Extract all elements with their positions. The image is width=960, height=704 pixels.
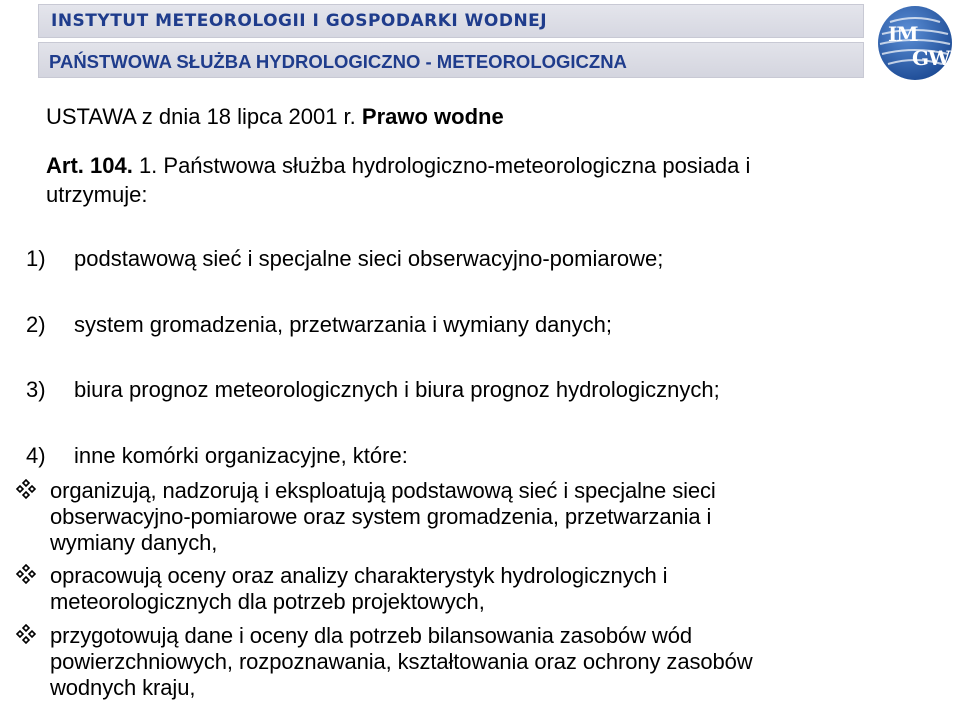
bullet-line: wodnych kraju, bbox=[50, 675, 196, 700]
institute-banner bbox=[38, 4, 864, 38]
bullet-line: powierzchniowych, rozpoznawania, kształtowania oraz ochrony zasobów bbox=[50, 649, 753, 674]
bullet-line: przygotowują dane i oceny dla potrzeb bilansowania zasobów wód bbox=[50, 623, 692, 648]
diamond-bullet-icon bbox=[16, 479, 36, 499]
article-line-2: utrzymuje: bbox=[46, 182, 148, 207]
service-banner bbox=[38, 42, 864, 78]
bullet-line: meteorologicznych dla potrzeb projektowych, bbox=[50, 589, 485, 614]
article-text: 1. Państwowa służba hydrologiczno-meteorologiczna posiada i bbox=[132, 153, 751, 178]
list-item-text: biura prognoz meteorologicznych i biura prognoz hydrologicznych; bbox=[74, 377, 720, 402]
list-item-number: 3) bbox=[26, 377, 46, 402]
law-title-plain: USTAWA z dnia 18 lipca 2001 r. bbox=[46, 104, 362, 129]
list-item-text: inne komórki organizacyjne, które: bbox=[74, 443, 408, 468]
list-item-text: podstawową sieć i specjalne sieci obserwacyjno-pomiarowe; bbox=[74, 246, 664, 271]
list-item-number: 1) bbox=[26, 246, 46, 271]
diamond-bullet-icon bbox=[16, 564, 36, 584]
service-name: PAŃSTWOWA SŁUŻBA HYDROLOGICZNO - METEOROLOGICZNA bbox=[49, 51, 627, 72]
institute-name: INSTYTUT METEOROLOGII I GOSPODARKI WODNEJ bbox=[51, 11, 548, 31]
bullet-line: obserwacyjno-pomiarowe oraz system gromadzenia, przetwarzania i bbox=[50, 504, 712, 529]
imgw-logo bbox=[876, 4, 954, 82]
list-item-text: system gromadzenia, przetwarzania i wymiany danych; bbox=[74, 312, 613, 337]
bullet-line: organizują, nadzorują i eksploatują podstawową sieć i specjalne sieci bbox=[50, 478, 716, 503]
law-title bbox=[46, 104, 504, 130]
diamond-bullet-icon bbox=[16, 624, 36, 644]
article-number: Art. 104. bbox=[46, 153, 133, 178]
list-item-number: 4) bbox=[26, 443, 46, 468]
bullet-line: wymiany danych, bbox=[50, 530, 218, 555]
bullet-line: opracowują oceny oraz analizy charakterystyk hydrologicznych i bbox=[50, 563, 668, 588]
article-line-1 bbox=[46, 153, 750, 179]
law-title-bold: Prawo wodne bbox=[361, 104, 504, 129]
list-item-number: 2) bbox=[26, 312, 46, 337]
logo-text-bottom: GW bbox=[912, 46, 950, 70]
logo-text-top: IM bbox=[888, 22, 918, 46]
